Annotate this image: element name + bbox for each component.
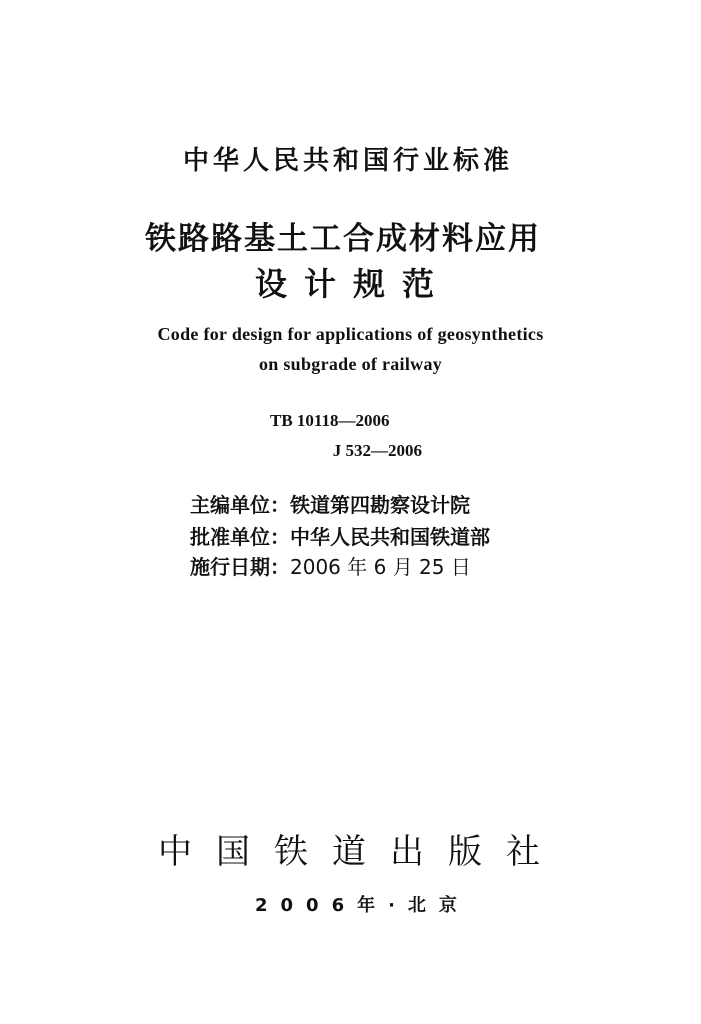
publisher-imprint: 2006年·北京 [255, 895, 470, 916]
document-title-cn-line2: 设计规范 [255, 265, 452, 303]
standard-code-j: J 532—2006 [332, 441, 422, 460]
standard-code-tb: TB 10118—2006 [270, 411, 390, 430]
standard-category: 中华人民共和国行业标准 [183, 146, 514, 176]
info-row-effective-date [190, 557, 471, 577]
publisher-name: 中国铁道出版社 [158, 832, 564, 872]
document-title-en-line2: on subgrade of railway [258, 354, 443, 374]
info-label: 批准单位： [190, 525, 290, 549]
info-row-editor [190, 495, 470, 515]
info-label: 主编单位： [190, 493, 290, 517]
document-title-cn: 铁路路基土工合成材料应用 [145, 221, 541, 257]
info-label: 施行日期： [190, 555, 290, 579]
info-value: 中华人民共和国铁道部 [290, 525, 490, 549]
info-value: 铁道第四勘察设计院 [290, 493, 470, 517]
document-title-en: Code for design for applications of geosynthetics [157, 324, 544, 344]
info-value: 2006 年 6 月 25 日 [290, 555, 471, 579]
info-row-approver [190, 527, 490, 547]
